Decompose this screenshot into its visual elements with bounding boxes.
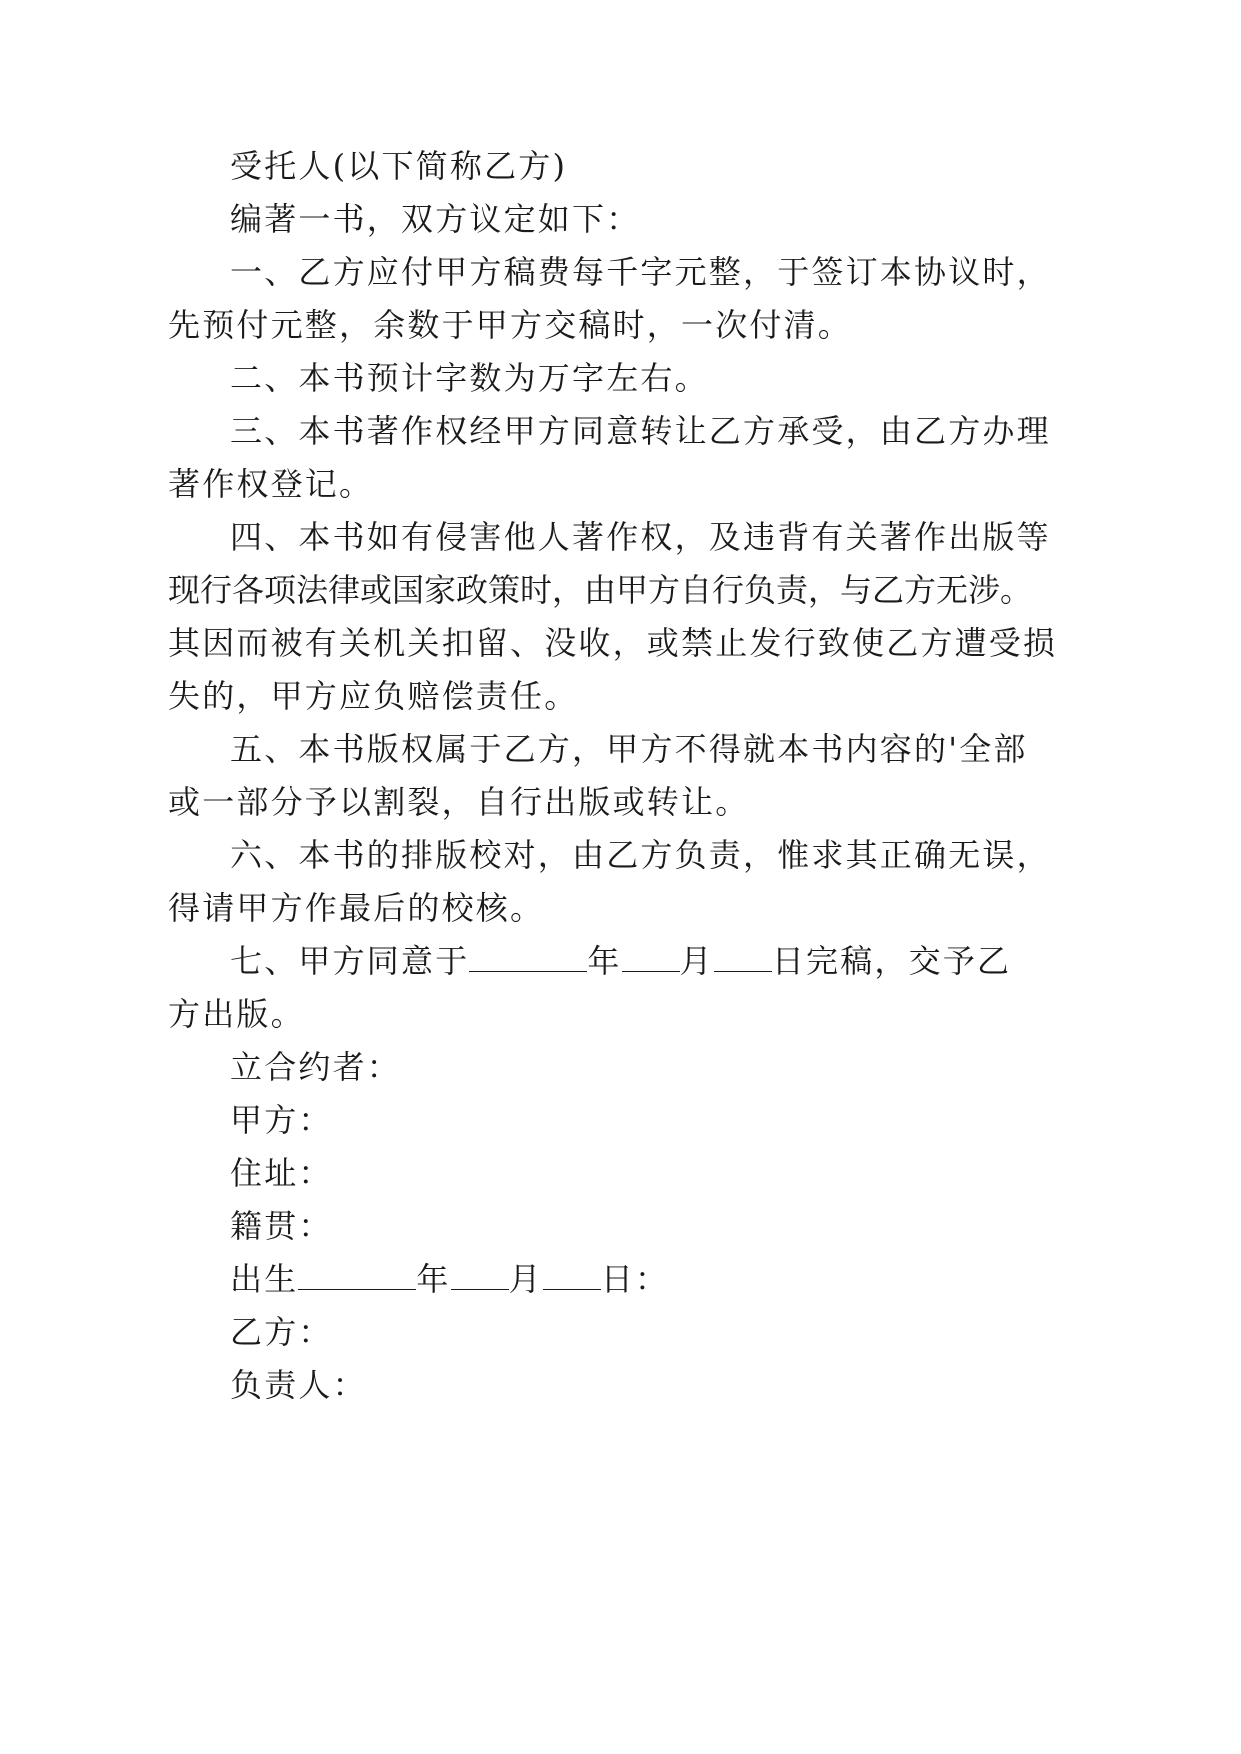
clause-6-line-2: 得请甲方作最后的校核。	[168, 889, 545, 927]
completion-month-blank[interactable]	[622, 943, 680, 972]
birth-year-blank[interactable]	[298, 1261, 416, 1290]
birth-month-blank[interactable]	[451, 1261, 509, 1290]
completion-suffix: 日完稿，交予乙	[771, 942, 1012, 980]
paragraph-intro: 编著一书，双方议定如下：	[230, 200, 641, 238]
birth-month-label: 月	[508, 1260, 543, 1298]
clause-1-line-1: 一、乙方应付甲方稿费每千字元整，于签订本协议时，	[230, 253, 1051, 291]
birth-prefix: 出生	[230, 1260, 299, 1298]
clause-4-line-2: 现行各项法律或国家政策时，由甲方自行负责，与乙方无涉。	[168, 571, 1033, 609]
completion-year-label: 年	[587, 942, 622, 980]
paragraph-trustee: 受托人(以下简称乙方)	[230, 147, 568, 185]
clause-4-line-1: 四、本书如有侵害他人著作权，及违背有关著作出版等	[230, 518, 1051, 556]
clause-5-line-2: 或一部分予以割裂，自行出版或转让。	[168, 783, 750, 821]
clause-1-line-2: 先预付元整，余数于甲方交稿时，一次付清。	[168, 306, 853, 344]
clause-6-line-1: 六、本书的排版校对，由乙方负责，惟求其正确无误，	[230, 836, 1051, 874]
address-field: 住址：	[230, 1154, 333, 1192]
clause-3-line-1: 三、本书著作权经甲方同意转让乙方承受，由乙方办理	[230, 412, 1051, 450]
completion-month-label: 月	[679, 942, 714, 980]
party-b-field: 乙方：	[230, 1313, 333, 1351]
birth-date-field	[230, 1259, 669, 1299]
clause-7-line-1	[230, 941, 1011, 981]
signatories-heading: 立合约者：	[230, 1048, 402, 1086]
native-place-field: 籍贯：	[230, 1207, 333, 1245]
completion-year-blank[interactable]	[469, 943, 587, 972]
clause-7-line-2: 方出版。	[168, 995, 305, 1033]
clause-2: 二、本书预计字数为万字左右。	[230, 359, 709, 397]
party-a-field: 甲方：	[230, 1101, 333, 1139]
responsible-person-field: 负责人：	[230, 1366, 367, 1404]
birth-suffix: 日：	[600, 1260, 670, 1298]
completion-prefix: 七、甲方同意于	[230, 942, 470, 980]
completion-day-blank[interactable]	[714, 943, 772, 972]
birth-year-label: 年	[416, 1260, 451, 1298]
clause-4-line-4: 失的，甲方应负赔偿责任。	[168, 677, 579, 715]
clause-4-line-3: 其因而被有关机关扣留、没收，或禁止发行致使乙方遭受损	[168, 624, 1058, 662]
clause-5-line-1: 五、本书版权属于乙方，甲方不得就本书内容的'全部	[230, 730, 1028, 768]
birth-day-blank[interactable]	[543, 1261, 601, 1290]
clause-3-line-2: 著作权登记。	[168, 465, 374, 503]
